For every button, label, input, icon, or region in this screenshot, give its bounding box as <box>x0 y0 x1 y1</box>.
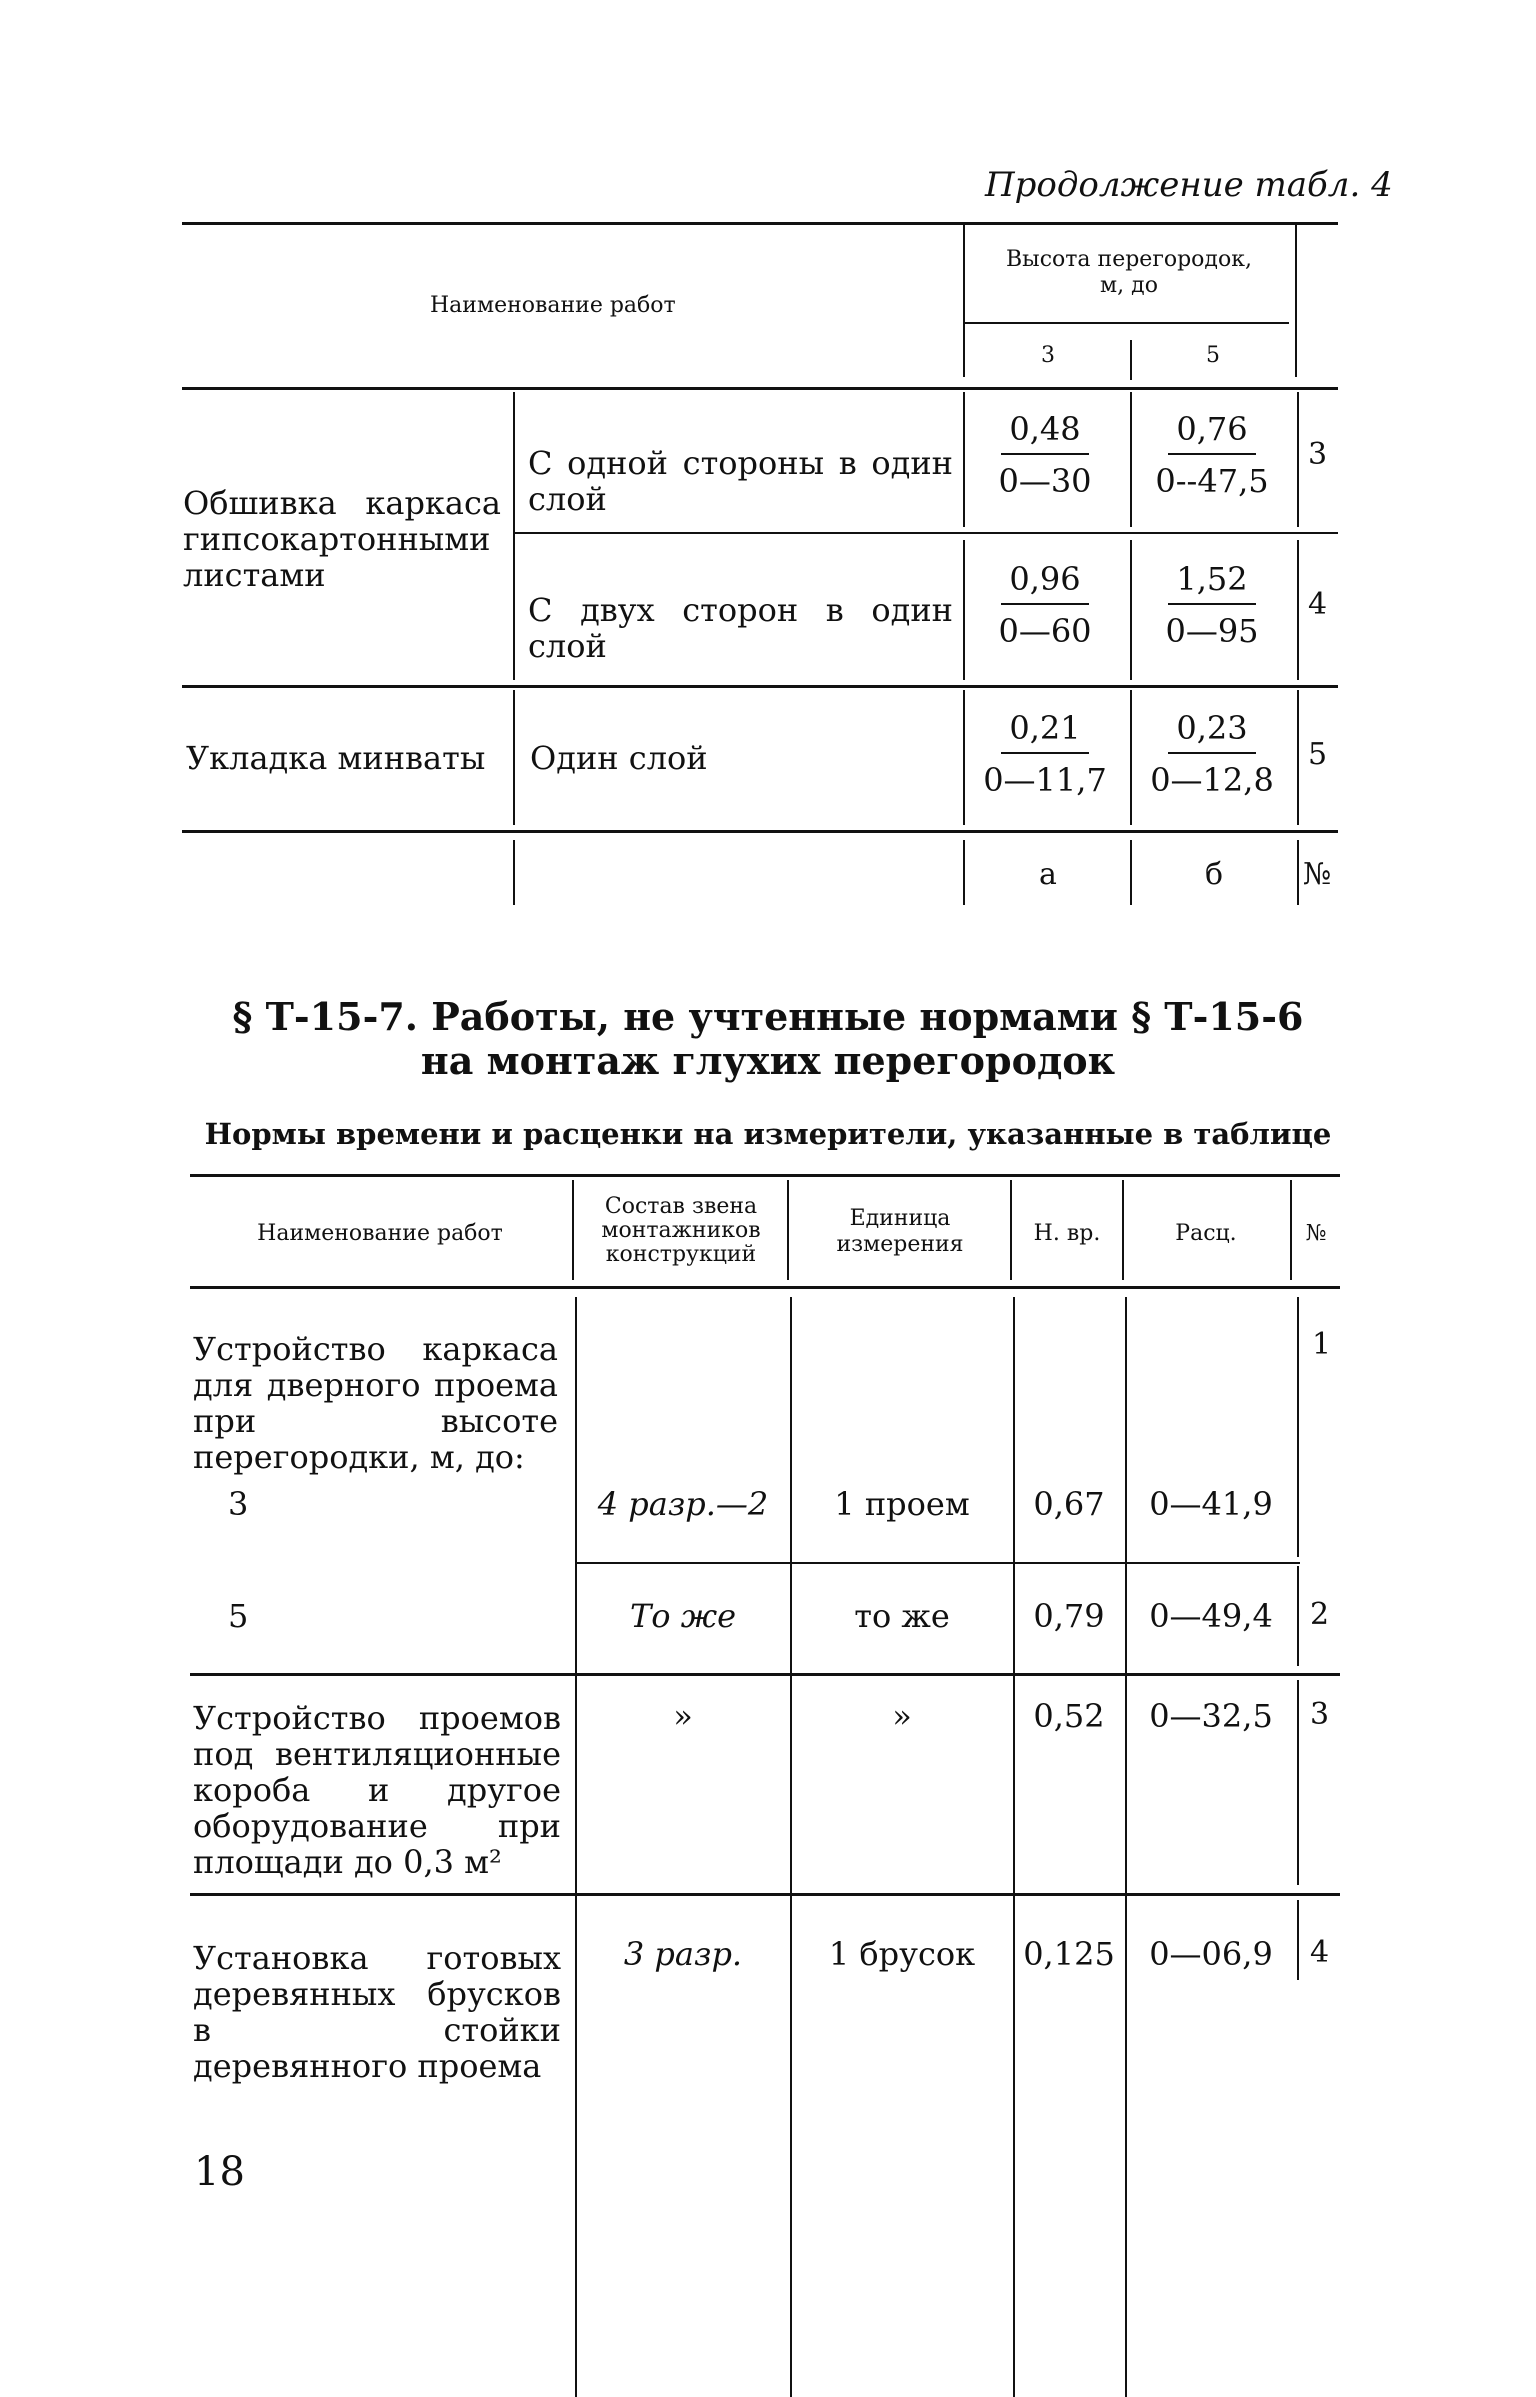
table5-row3-unit: » <box>892 1697 912 1735</box>
table5-row2-crew: То же <box>629 1597 737 1635</box>
page-number: 18 <box>194 2149 245 2195</box>
table4-vline <box>1130 840 1132 905</box>
rate-value: 0—11,7 <box>983 761 1107 799</box>
table4-height-header <box>968 247 1290 299</box>
table5-row3-rate: 0—32,5 <box>1149 1697 1273 1735</box>
table5-row2-unit: то же <box>854 1597 950 1635</box>
table4-group2-name: Укладка минваты <box>186 739 486 777</box>
table4-vline <box>513 392 515 680</box>
table5-row3-crew: » <box>673 1697 693 1735</box>
table5-vline <box>1297 1680 1299 1885</box>
norm-value: 0,21 <box>1009 709 1081 747</box>
table5-row2-nvr: 0,79 <box>1033 1597 1105 1635</box>
rate-value: 0—60 <box>998 612 1092 650</box>
table4-row2-col-a <box>980 560 1110 650</box>
table5-vline <box>572 1180 574 1280</box>
table5-top-rule <box>190 1174 1340 1177</box>
table5-vline <box>575 1297 577 2397</box>
table5-row4-rate: 0—06,9 <box>1149 1935 1273 1973</box>
table5-row4-name: Установка готовых деревянных брусков в стойки деревянного проема <box>193 1939 561 2085</box>
table5-vline <box>1297 1566 1299 1666</box>
table4-vline <box>1130 540 1132 680</box>
table5-row1a-crew: 4 разр.—2 <box>597 1485 769 1523</box>
continuation-caption: Продолжение табл. 4 <box>985 165 1393 205</box>
table4-footer-b: б <box>1204 857 1224 892</box>
table5-row2-number: 2 <box>1310 1597 1330 1632</box>
table5-row-rule <box>190 1673 1340 1676</box>
table4-vline <box>1130 392 1132 527</box>
table4-vline <box>513 840 515 905</box>
table4-vline <box>1297 690 1299 825</box>
table5-number-header: № <box>1305 1221 1327 1246</box>
table4-row3-number: 5 <box>1308 737 1328 772</box>
table5-row3-name: Устройство проемов под вентиляционные короба и другое оборудование при площади до 0,3 м² <box>193 1699 561 1881</box>
table5-row4-unit: 1 брусок <box>828 1935 976 1973</box>
table4-vline <box>963 222 965 377</box>
table4-vline <box>963 540 965 680</box>
table4-footer-number: № <box>1303 857 1332 892</box>
section-title-line2: на монтаж глухих перегородок <box>420 1038 1116 1083</box>
rate-value: 0—95 <box>1165 612 1259 650</box>
table4-group-rule <box>182 685 1338 688</box>
table4-footer-a: а <box>1039 857 1057 892</box>
table5-row2-rate: 0—49,4 <box>1149 1597 1273 1635</box>
table5-crew-header-line2: монтажников <box>601 1218 761 1243</box>
table5-vline <box>1290 1180 1292 1280</box>
section-title-line1: § Т-15-7. Работы, не учтенные нормами § Т-15-6 <box>232 994 1304 1039</box>
norm-value: 0,23 <box>1176 709 1248 747</box>
table4-height-header-line2: м, до <box>1100 273 1158 298</box>
table5-vline <box>1125 1297 1127 2397</box>
table4-vline <box>1297 840 1299 905</box>
table4-row3-col-b <box>1147 709 1277 799</box>
table4-row2-work: С двух сторон в один слой <box>528 591 953 665</box>
table5-row3-number: 3 <box>1310 1697 1330 1732</box>
table4-vline <box>963 690 965 825</box>
rate-value: 0—30 <box>998 462 1092 500</box>
table5-vline <box>1013 1297 1015 2397</box>
table4-header-rule <box>182 387 1338 390</box>
table5-vline <box>1122 1180 1124 1280</box>
table5-row3-nvr: 0,52 <box>1033 1697 1105 1735</box>
table4-vline <box>1297 540 1299 680</box>
table5-crew-header <box>577 1195 785 1267</box>
table5-row1-name: Устройство каркаса для дверного проема при высоте перегородки, м, до: <box>193 1330 558 1476</box>
table5-name-header: Наименование работ <box>257 1221 503 1246</box>
table5-row2-height: 5 <box>228 1597 249 1635</box>
table5-unit-header-line1: Единица <box>849 1206 951 1231</box>
table5-row4-number: 4 <box>1310 1935 1330 1970</box>
table4-name-header: Наименование работ <box>430 293 676 318</box>
norm-value: 0,76 <box>1176 410 1248 448</box>
table5-row-split <box>575 1562 1300 1564</box>
table5-unit-header <box>792 1206 1008 1258</box>
table5-header-rule <box>190 1286 1340 1289</box>
table4-vline <box>963 840 965 905</box>
table5-vline <box>1297 1900 1299 1980</box>
table5-row1a-nvr: 0,67 <box>1033 1485 1105 1523</box>
norm-value: 1,52 <box>1176 560 1248 598</box>
table4-height-3: 3 <box>1041 343 1055 368</box>
table5-row1-number: 1 <box>1312 1327 1332 1362</box>
table4-row1-work: С одной стороны в один слой <box>528 444 953 518</box>
table4-group1-split <box>513 532 1338 534</box>
table5-rate-header: Расц. <box>1175 1221 1237 1246</box>
table4-row3-col-a <box>980 709 1110 799</box>
section-subtitle: Нормы времени и расценки на измерители, указанные в таблице <box>204 1117 1332 1151</box>
table5-row1a-rate: 0—41,9 <box>1149 1485 1273 1523</box>
table4-row2-col-b <box>1147 560 1277 650</box>
table5-vline <box>787 1180 789 1280</box>
table5-unit-header-line2: измерения <box>836 1232 964 1257</box>
table4-vline <box>513 690 515 825</box>
table5-row4-nvr: 0,125 <box>1023 1935 1115 1973</box>
table4-top-rule <box>182 222 1338 225</box>
table5-row1a-unit: 1 проем <box>834 1485 970 1523</box>
table4-height-5: 5 <box>1206 343 1220 368</box>
table5-nvr-header: Н. вр. <box>1033 1221 1101 1246</box>
table4-row1-number: 3 <box>1308 437 1328 472</box>
table5-row-rule <box>190 1893 1340 1896</box>
rate-value: 0—12,8 <box>1150 761 1274 799</box>
table4-group1-name: Обшивка каркаса гипсокартонными листами <box>183 484 501 594</box>
table5-vline <box>1010 1180 1012 1280</box>
table4-vline <box>1130 690 1132 825</box>
table4-group2-work: Один слой <box>530 739 708 777</box>
table5-vline <box>790 1297 792 2397</box>
rate-value: 0--47,5 <box>1155 462 1269 500</box>
table4-vline <box>1297 392 1299 527</box>
table4-vline <box>963 392 965 527</box>
norm-value: 0,48 <box>1009 410 1081 448</box>
table5-vline <box>1297 1297 1299 1557</box>
table5-row1a-height: 3 <box>228 1485 249 1523</box>
table4-row2-number: 4 <box>1308 587 1328 622</box>
table4-vline <box>1295 222 1297 377</box>
table5-crew-header-line3: конструкций <box>605 1242 757 1267</box>
norm-value: 0,96 <box>1009 560 1081 598</box>
table4-height-header-line1: Высота перегородок, <box>1006 247 1252 272</box>
table4-row1-col-b <box>1147 410 1277 500</box>
table5-row4-crew: 3 разр. <box>623 1935 743 1973</box>
table4-height-subrule <box>963 322 1289 324</box>
table4-row1-col-a <box>980 410 1110 500</box>
table4-bottom-rule <box>182 830 1338 833</box>
table4-vline <box>1130 340 1132 380</box>
table5-crew-header-line1: Состав звена <box>604 1194 758 1219</box>
